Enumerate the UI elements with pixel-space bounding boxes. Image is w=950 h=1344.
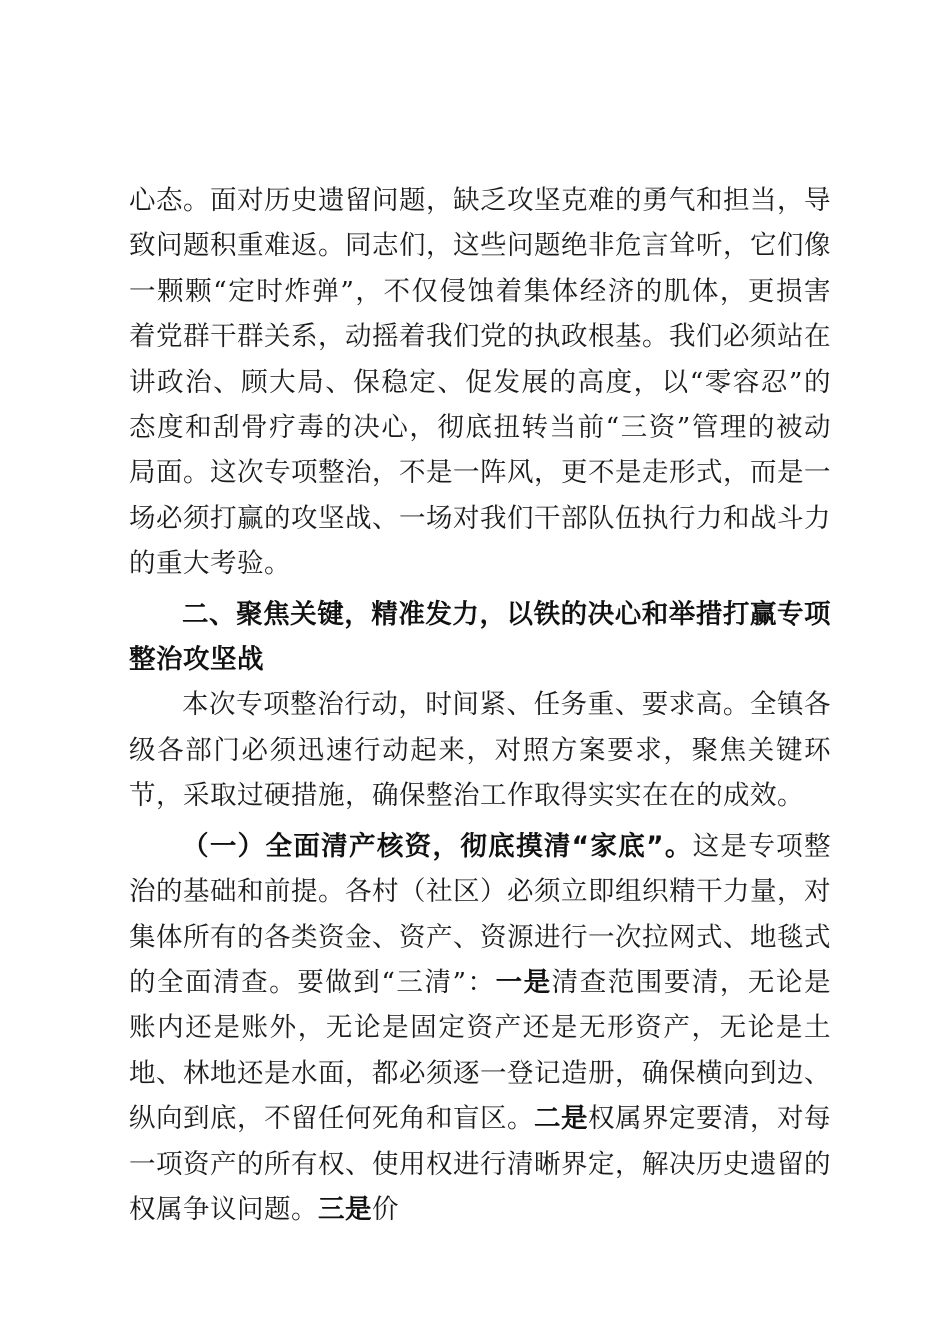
paragraph-problem-summary: 心态。面对历史遗留问题，缺乏攻坚克难的勇气和担当，导致问题积重难返。同志们，这些问题绝非危言耸听，它们像一颗颗“定时炸弹”，不仅侵蚀着集体经济的肌体，更损害着党群干群关系，动摇着我们党的执政根基。我们必须站在讲政治、顾大局、保稳定、促发展的高度，以“零容忍”的态度和刮骨疗毒的决心，彻底扭转当前“三资”管理的被动局面。这次专项整治，不是一阵风，更不是走形式，而是一场必须打赢的攻坚战、一场对我们干部队伍执行力和战斗力的重大考验。: [129, 185, 831, 580]
keyword-first: 一是: [495, 966, 552, 998]
keyword-third: 三是: [318, 1193, 372, 1225]
section-heading-2: 二、聚焦关键，精准发力，以铁的决心和举措打赢专项整治攻坚战: [129, 598, 831, 676]
asset-audit-text-4: 价: [372, 1193, 399, 1225]
subheading-asset-audit: （一）全面清产核资，彻底摸清“家底”。: [182, 830, 693, 862]
paragraph-action-intro: 本次专项整治行动，时间紧、任务重、要求高。全镇各级各部门必须迅速行动起来，对照方案要求，聚焦关键环节，采取过硬措施，确保整治工作取得实实在在的成效。: [129, 689, 831, 812]
paragraph-asset-audit: [129, 824, 831, 1233]
asset-audit-text-1: 这是专项整治的基础和前提。各村（社区）必须立即组织精干力量，对集体所有的各类资金、资产、资源进行一次拉网式、地毯式的全面清查。要做到“三清”：: [129, 830, 832, 998]
asset-audit-text-2: 清查范围要清，无论是账内还是账外，无论是固定资产还是无形资产，无论是土地、林地还是水面，都必须逐一登记造册，确保横向到边、纵向到底，不留任何死角和盲区。: [129, 966, 831, 1135]
keyword-second: 二是: [534, 1103, 588, 1135]
asset-audit-text-3: 权属界定要清，对每一项资产的所有权、使用权进行清晰界定，解决历史遗留的权属争议问题。: [129, 1103, 831, 1225]
document-page: [129, 178, 831, 1232]
